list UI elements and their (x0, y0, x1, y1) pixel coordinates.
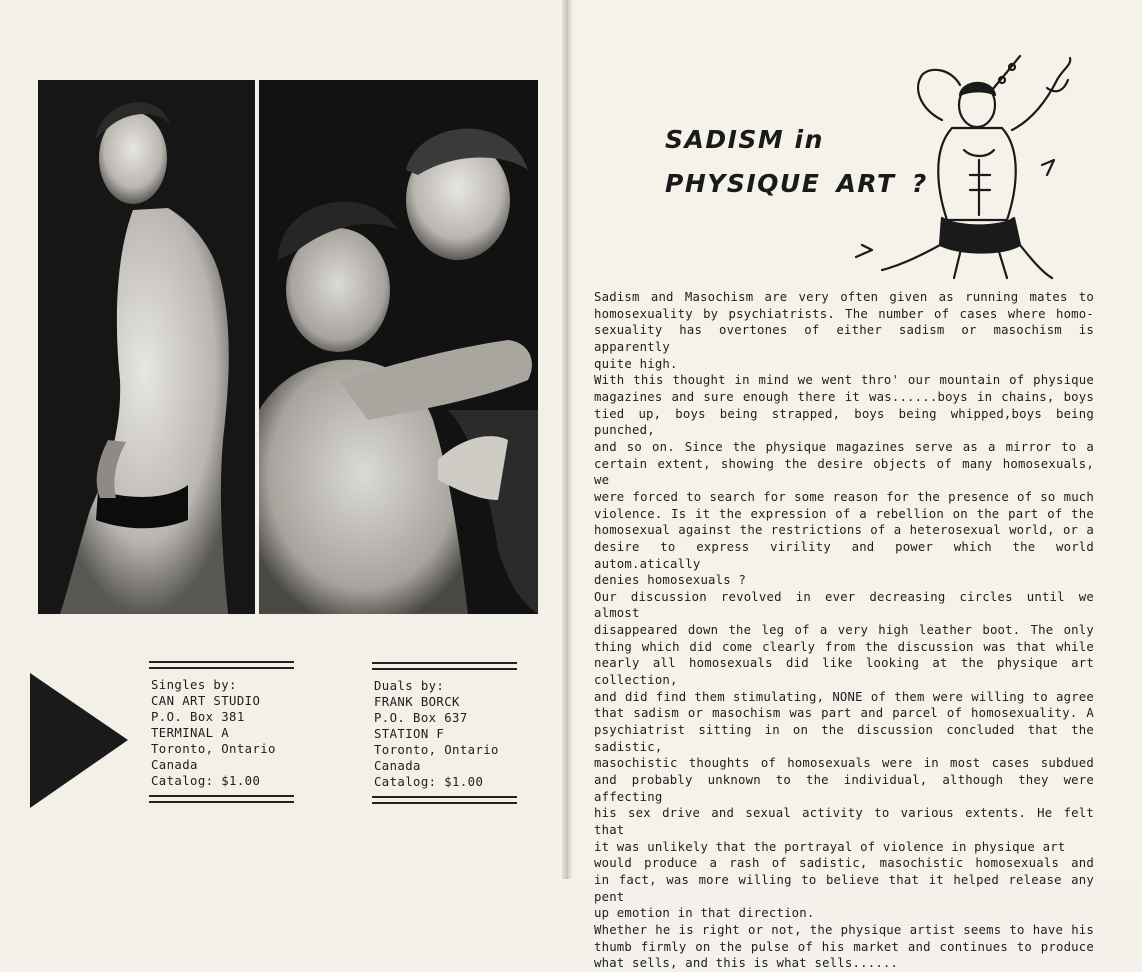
article-line: his sex drive and sexual activity to various extents. He felt that (594, 806, 1094, 837)
ad-line: P.O. Box 637 (374, 711, 468, 725)
article-line: violence. Is it the expression of a rebellion on the part of the (594, 506, 1094, 521)
article-line: masochistic thoughts of homosexuals were in most cases subdued (594, 756, 1094, 771)
ad-text (372, 670, 517, 796)
article-line: would produce a rash of sadistic, masochistic homosexuals and (594, 856, 1094, 871)
ad-rule-top (149, 661, 294, 669)
photo-block (38, 80, 538, 614)
article-body (594, 289, 1094, 972)
ad-rule-top (372, 662, 517, 670)
photo-dual-models (259, 80, 538, 614)
article-line: and did find them stimulating, NONE of them were willing to agree (594, 689, 1094, 704)
ad-singles (149, 661, 294, 803)
ad-line: Toronto, Ontario (374, 743, 499, 757)
article-line: and so on. Since the physique magazines serve as a mirror to a (594, 439, 1094, 454)
ad-rule-bottom (372, 796, 517, 804)
article-line: denies homosexuals ? (594, 573, 747, 588)
article-line: tied up, boys being strapped, boys being whipped,boys being punched, (594, 406, 1094, 438)
ad-line: Catalog: $1.00 (374, 775, 484, 789)
play-triangle-icon (30, 673, 128, 808)
article-line: Whether he is right or not, the physique artist seems to have his (594, 922, 1094, 937)
article-line: in fact, was more willing to believe that it helped release any pent (594, 872, 1094, 904)
article-line: that sadism or masochism was part and parcel of homosexuality. A (594, 706, 1094, 721)
ad-line: Toronto, Ontario (151, 742, 276, 756)
ad-line: CAN ART STUDIO (151, 694, 261, 708)
article-line: With this thought in mind we went thro' our mountain of physique (594, 373, 1094, 388)
article-line: homosexual against the restrictions of a heterosexual world, or a (594, 523, 1094, 538)
ad-line: P.O. Box 381 (151, 710, 245, 724)
article-line: up emotion in that direction. (594, 906, 815, 921)
ad-line: Canada (151, 758, 198, 772)
article-line: certain extent, showing the desire objects of many homosexuals, we (594, 456, 1094, 488)
article-line: homosexuality by psychiatrists. The number of cases where homo- (594, 306, 1094, 321)
chain (992, 56, 1020, 90)
article-line: Sadism and Masochism are very often given as running mates to (594, 290, 1094, 304)
article-line: psychiatrist sitting in on the discussion concluded that the sadistic, (594, 723, 1094, 754)
ad-line: Singles by: (151, 678, 237, 692)
photo-single-model (38, 80, 255, 614)
ad-text (149, 669, 294, 795)
photo-panels (38, 80, 538, 614)
left-page (0, 0, 567, 879)
article-line: what sells, and this is what sells...... (594, 956, 899, 971)
article-line: desire to express virility and power which the world autom.atically (594, 539, 1094, 571)
article-line: magazines and sure enough there it was......boys in chains, boys (594, 389, 1094, 404)
ad-line: Canada (374, 759, 421, 773)
article-line: thing which did come clearly from the discussion was that while (594, 639, 1094, 654)
article-line: disappeared down the leg of a very high leather boot. The only (594, 623, 1094, 638)
ad-line: STATION F (374, 727, 445, 741)
ad-rule-bottom (149, 795, 294, 803)
title-line-1: SADISM in (665, 125, 824, 154)
ad-line: Catalog: $1.00 (151, 774, 261, 788)
ad-duals (372, 662, 517, 804)
ad-line: TERMINAL A (151, 726, 230, 740)
chained-man-illustration (842, 50, 1072, 282)
article-line: nearly all homosexuals did like looking at the physique art collection, (594, 656, 1094, 688)
article-line: it was unlikely that the portrayal of violence in physique art (594, 839, 1066, 854)
ad-line: Duals by: (374, 679, 445, 693)
article-line: thumb firmly on the pulse of his market and continues to produce (594, 939, 1094, 954)
article-line: and probably unknown to the individual, although they were affecting (594, 773, 1094, 804)
article-line: sexuality has overtones of either sadism or masochism is apparently (594, 323, 1094, 354)
article-line: quite high. (594, 356, 678, 371)
ad-line: FRANK BORCK (374, 695, 460, 709)
title-line-2: PHYSIQUE ART ? (665, 169, 928, 198)
page-gutter (562, 0, 572, 879)
article-line: Our discussion revolved in ever decreasing circles until we almost (594, 589, 1094, 621)
article-line: were forced to search for some reason for the presence of so much (594, 489, 1094, 504)
